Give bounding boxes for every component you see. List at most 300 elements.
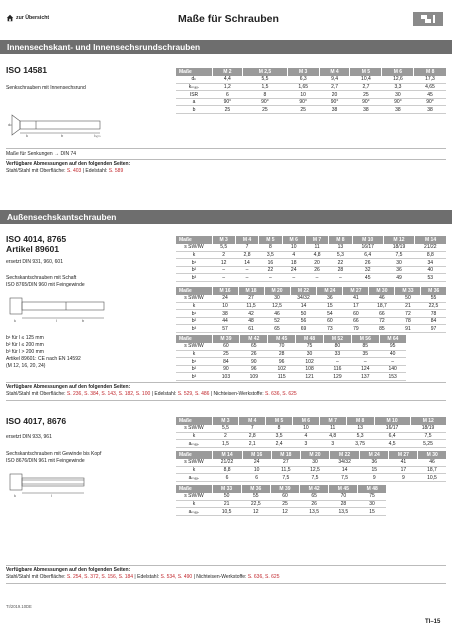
table-header: M 33	[212, 485, 241, 493]
row-label: aₘₐₓ.	[176, 508, 212, 516]
page-link[interactable]: S. 534, S. 490	[160, 573, 193, 580]
table-cell: 17	[389, 466, 418, 474]
s2-dimension-table-3	[176, 335, 406, 381]
table-header: M 42	[300, 485, 329, 493]
table-cell: 90°	[350, 98, 382, 106]
s3-availability	[6, 567, 279, 580]
table-cell: 38	[319, 106, 350, 114]
table-cell: 90°	[287, 98, 319, 106]
table-cell: 10	[287, 91, 319, 99]
table-cell: 17	[343, 302, 369, 310]
row-label: aₘₐₓ.	[176, 474, 212, 482]
table-cell: 115	[268, 373, 296, 381]
footnote: Artikel 89601: CE nach EN 14592	[6, 356, 81, 362]
row-label: k	[176, 251, 212, 259]
table-cell: 30	[358, 500, 386, 508]
row-label: b²	[176, 266, 212, 274]
row-label: k	[176, 432, 212, 440]
table-cell: 65	[264, 325, 290, 333]
table-cell: 14	[330, 466, 360, 474]
table-cell: 49	[383, 274, 414, 282]
table-cell: 55	[241, 493, 270, 501]
table-cell: 22,5	[421, 302, 446, 310]
divider	[6, 148, 446, 149]
table-cell: 25	[243, 106, 287, 114]
s3-standard: ISO 4017, 8676	[6, 416, 67, 426]
table-header: M 18	[238, 287, 264, 295]
table-cell: 109	[240, 373, 268, 381]
table-cell: 34/32	[290, 295, 317, 303]
table-row	[176, 365, 406, 373]
availability-line	[6, 391, 297, 398]
hex-bolt-full-thread-drawing	[6, 470, 91, 498]
s3-description-2: ISO 8676/DIN 961 mit Feingewinde	[6, 458, 85, 464]
row-label: b³	[176, 325, 212, 333]
table-cell: 9	[389, 474, 418, 482]
table-cell: 3	[319, 440, 346, 448]
availability-label: | Edelstahl:	[81, 167, 109, 174]
table-cell: 9	[360, 474, 389, 482]
table-row	[176, 317, 446, 325]
page-link[interactable]: S. 636, S. 625	[265, 390, 297, 397]
table-header: M 16	[212, 287, 238, 295]
table-cell: 24	[242, 459, 271, 467]
table-cell: 14	[235, 259, 258, 267]
table-cell: 85	[369, 325, 395, 333]
table-cell: 24	[282, 266, 305, 274]
table-cell: 96	[268, 358, 296, 366]
table-header: M 24	[360, 451, 389, 459]
table-header: M 2,5	[243, 68, 287, 76]
table-cell: 102	[296, 358, 324, 366]
table-header: M 7	[305, 236, 328, 244]
table-cell: 8,8	[415, 251, 446, 259]
table-cell: 4,65	[414, 83, 446, 91]
table-cell: –	[235, 266, 258, 274]
table-cell: 90°	[243, 98, 287, 106]
table-cell: 50	[212, 493, 241, 501]
table-cell: 79	[343, 325, 369, 333]
table-cell: 2,7	[350, 83, 382, 91]
table-header: M 30	[369, 287, 395, 295]
table-header: M 8	[329, 236, 352, 244]
table-cell: 84	[421, 317, 446, 325]
s1-description: Senkschrauben mit Innensechsrund	[6, 85, 86, 91]
table-cell: 8	[243, 91, 287, 99]
table-header: Maße	[176, 451, 212, 459]
table-cell: 45	[352, 274, 383, 282]
table-cell: –	[282, 274, 305, 282]
table-cell: 5,3	[329, 251, 352, 259]
table-cell: 55	[421, 295, 446, 303]
svg-text:b: b	[82, 318, 85, 323]
table-row	[176, 508, 386, 516]
row-label: k	[176, 302, 212, 310]
row-label: aₘₐₓ.	[176, 440, 212, 448]
table-cell: 129	[324, 373, 352, 381]
row-label: ISR	[176, 91, 212, 99]
page-link[interactable]: S. 589	[108, 167, 124, 174]
table-header: M 39	[212, 335, 240, 343]
table-cell: 60	[343, 310, 369, 318]
table-cell: 96	[240, 365, 268, 373]
table-cell: 4,5	[374, 440, 410, 448]
table-cell: 78	[395, 317, 421, 325]
table-header: M 16	[242, 451, 271, 459]
s2-standard: ISO 4014, 8765	[6, 234, 67, 244]
s2-availability	[6, 384, 297, 397]
hex-bolt-shank-drawing	[6, 294, 111, 324]
row-label: a	[176, 98, 212, 106]
table-header: M 48	[296, 335, 324, 343]
svg-text:k: k	[14, 493, 16, 498]
row-label: b	[176, 106, 212, 114]
table-cell: 75	[358, 493, 386, 501]
table-cell: 4,8	[319, 432, 346, 440]
table-cell: 7,5	[300, 474, 329, 482]
table-cell: 4,4	[212, 76, 243, 84]
table-cell: 10,5	[418, 474, 446, 482]
table-cell: 90	[212, 365, 240, 373]
table-cell: 26	[240, 350, 268, 358]
divider	[6, 382, 446, 383]
s2-dimension-table-2	[176, 287, 446, 333]
table-row	[176, 251, 446, 259]
availability-label: Stahl/Stahl mit Oberfläche:	[6, 390, 67, 397]
table-cell: 35	[351, 350, 379, 358]
table-cell: 72	[369, 317, 395, 325]
table-cell: 1,5	[243, 83, 287, 91]
row-label: s SW/IW	[176, 493, 212, 501]
table-cell: 57	[212, 325, 238, 333]
table-row	[176, 459, 446, 467]
table-header: M 12	[383, 236, 414, 244]
table-row	[176, 302, 446, 310]
table-row	[176, 474, 446, 482]
table-row	[176, 274, 446, 282]
s2-dimension-table-1	[176, 236, 446, 282]
table-cell: 5,25	[410, 440, 446, 448]
table-cell: 30	[383, 259, 414, 267]
countersunk-screw-drawing	[6, 112, 116, 138]
svg-text:l: l	[56, 318, 57, 323]
availability-line	[6, 574, 279, 581]
table-cell: 12,6	[382, 76, 414, 84]
table-cell: 26	[300, 500, 329, 508]
page-link[interactable]: S. 236, S. 384, S. 143, S. 182, S. 100	[66, 390, 151, 397]
row-label: s SW/IW	[176, 295, 212, 303]
table-header: M 6	[282, 236, 305, 244]
table-cell: 36	[317, 295, 343, 303]
table-cell: 13,5	[300, 508, 329, 516]
table-header: M 5	[259, 236, 282, 244]
row-label: s SW/IW	[176, 244, 212, 252]
row-label: b³	[176, 274, 212, 282]
svg-text:k: k	[26, 133, 28, 138]
table-cell: 13,5	[329, 508, 358, 516]
table-cell: 17,3	[414, 76, 446, 84]
table-cell: 69	[290, 325, 317, 333]
table-cell: 52	[264, 317, 290, 325]
availability-label: | Edelstahl:	[150, 390, 178, 397]
table-cell: 6,3	[287, 76, 319, 84]
table-cell: 13	[329, 244, 352, 252]
table-cell: 41	[343, 295, 369, 303]
s3-dimension-table-2	[176, 451, 446, 482]
table-header: M 22	[290, 287, 317, 295]
table-cell: 66	[369, 310, 395, 318]
table-cell: 40	[379, 350, 406, 358]
table-cell: 38	[414, 106, 446, 114]
table-cell: 60	[270, 493, 299, 501]
page-title: Maße für Schrauben	[178, 13, 279, 25]
table-cell: 28	[268, 350, 296, 358]
table-header: M 36	[421, 287, 446, 295]
table-cell: 90°	[414, 98, 446, 106]
table-cell: 10	[282, 244, 305, 252]
page-link[interactable]: S. 254, S. 372, S. 156, S. 184	[66, 573, 134, 580]
table-cell: 90°	[212, 98, 243, 106]
table-cell: 18	[282, 259, 305, 267]
table-header: M 24	[317, 287, 343, 295]
table-header: M 27	[343, 287, 369, 295]
home-icon	[6, 14, 14, 22]
s1-availability	[6, 161, 130, 174]
table-cell: 90°	[319, 98, 350, 106]
row-label: k	[176, 350, 212, 358]
section-header-socket: Innensechskant- und Innensechsrundschrauben	[0, 40, 452, 54]
table-header: M 14	[415, 236, 446, 244]
table-cell: 65	[240, 343, 268, 351]
table-cell: –	[324, 358, 352, 366]
table-cell: –	[305, 274, 328, 282]
table-cell: 6	[212, 91, 243, 99]
table-cell: 46	[369, 295, 395, 303]
s1-standard: ISO 14581	[6, 65, 48, 75]
table-cell: 22	[259, 266, 282, 274]
table-cell: 7,5	[410, 432, 446, 440]
table-cell: 12	[241, 508, 270, 516]
footnote: b² für l ≤ 200 mm	[6, 342, 44, 348]
table-cell: 46	[264, 310, 290, 318]
table-cell: 30	[382, 91, 414, 99]
table-header: M 39	[270, 485, 299, 493]
table-cell: –	[351, 358, 379, 366]
table-header: M 22	[330, 451, 360, 459]
divider	[6, 583, 446, 584]
table-cell: 2,8	[239, 432, 266, 440]
table-row	[176, 83, 446, 91]
table-cell: 3	[292, 440, 319, 448]
row-label: b²	[176, 317, 212, 325]
table-header: M 4	[319, 68, 350, 76]
table-header: M 3	[287, 68, 319, 76]
table-cell: –	[259, 274, 282, 282]
table-cell: –	[329, 274, 352, 282]
table-cell: 108	[296, 365, 324, 373]
svg-text:lₙₒₘ: lₙₒₘ	[94, 133, 101, 138]
table-cell: 60	[317, 317, 343, 325]
svg-text:dₖ: dₖ	[8, 122, 12, 127]
table-cell: 6	[212, 474, 242, 482]
table-header: M 52	[324, 335, 352, 343]
table-cell: 11,5	[271, 466, 300, 474]
table-cell: 7,5	[383, 251, 414, 259]
availability-label: Stahl/Stahl mit Oberfläche:	[6, 167, 67, 174]
table-cell: –	[212, 274, 235, 282]
row-label: k	[176, 466, 212, 474]
table-cell: 53	[415, 274, 446, 282]
s2-description-2: ISO 8765/DIN 960 mit Feingewinde	[6, 282, 85, 288]
table-cell: 21/22	[212, 459, 242, 467]
table-row	[176, 350, 406, 358]
table-row	[176, 244, 446, 252]
table-cell: 25	[270, 500, 299, 508]
svg-text:b: b	[61, 133, 64, 138]
table-cell: 2,7	[319, 83, 350, 91]
table-cell: 2,8	[235, 251, 258, 259]
table-row	[176, 295, 446, 303]
table-cell: 10	[242, 466, 271, 474]
table-cell: 103	[212, 373, 240, 381]
row-label: b¹	[176, 358, 212, 366]
table-cell: 60	[212, 343, 240, 351]
table-cell: 13	[346, 425, 374, 433]
table-header: Maße	[176, 68, 212, 76]
divider	[6, 159, 446, 160]
table-cell: 28	[329, 500, 358, 508]
table-cell: 70	[329, 493, 358, 501]
table-cell: 46	[418, 459, 446, 467]
table-header: M 8	[346, 417, 374, 425]
table-cell: 20	[305, 259, 328, 267]
table-row	[176, 325, 446, 333]
table-cell: 16/17	[374, 425, 410, 433]
table-cell: 25	[287, 106, 319, 114]
table-header: M 4	[239, 417, 266, 425]
s3-replaces: ersetzt DIN 933, 961	[6, 434, 52, 440]
table-cell: 153	[379, 373, 406, 381]
availability-label: | Edelstahl:	[133, 573, 161, 580]
table-cell: 38	[350, 106, 382, 114]
page-link[interactable]: S. 529, S. 486	[177, 390, 210, 397]
row-label: s SW/IW	[176, 425, 212, 433]
table-cell: 50	[290, 310, 317, 318]
table-cell: 5,5	[243, 76, 287, 84]
table-cell: 8	[259, 244, 282, 252]
row-label: b¹	[176, 310, 212, 318]
table-cell: 91	[395, 325, 421, 333]
table-cell: 3,3	[382, 83, 414, 91]
s3-description: Sechskantschrauben mit Gewinde bis Kopf	[6, 451, 102, 457]
table-cell: –	[379, 358, 406, 366]
table-header: M 6	[382, 68, 414, 76]
table-header: M 20	[264, 287, 290, 295]
table-cell: 36	[383, 266, 414, 274]
table-cell: 34/32	[330, 459, 360, 467]
s3-dimension-table-3	[176, 485, 386, 516]
table-cell: 24	[212, 295, 238, 303]
table-cell: 48	[238, 317, 264, 325]
availability-label: | Nichteisen-Werkstoffe:	[209, 390, 266, 397]
row-label: dₖ	[176, 76, 212, 84]
availability-title: Verfügbare Abmessungen auf den folgenden Seiten:	[6, 567, 131, 573]
table-cell: 9,4	[319, 76, 350, 84]
s2-replaces: ersetzt DIN 931, 960, 601	[6, 259, 63, 265]
table-header: M 12	[410, 417, 446, 425]
table-cell: 18,7	[369, 302, 395, 310]
table-cell: 1,5	[212, 440, 239, 448]
brand-logo	[413, 12, 443, 26]
table-cell: 1,2	[212, 83, 243, 91]
table-cell: 41	[389, 459, 418, 467]
page-link[interactable]: S. 403	[66, 167, 82, 174]
table-header: M 10	[374, 417, 410, 425]
s3-dimension-table-1	[176, 417, 446, 448]
table-header: M 3	[212, 417, 239, 425]
table-row	[176, 106, 446, 114]
divider	[6, 565, 446, 566]
divider	[6, 400, 446, 401]
table-cell: 12,5	[300, 466, 329, 474]
table-cell: 14	[290, 302, 317, 310]
availability-line	[6, 168, 130, 175]
table-cell: 1,65	[287, 83, 319, 91]
table-cell: 38	[382, 106, 414, 114]
table-header: M 42	[240, 335, 268, 343]
s1-dimension-table	[176, 68, 446, 114]
table-header: Maße	[176, 236, 212, 244]
table-cell: 18/19	[410, 425, 446, 433]
footnote: b³ für l > 200 mm	[6, 349, 44, 355]
svg-text:k: k	[14, 318, 16, 323]
table-cell: 90°	[382, 98, 414, 106]
table-cell: 25	[212, 106, 243, 114]
table-header: M 64	[379, 335, 406, 343]
table-row	[176, 310, 446, 318]
table-cell: 4,8	[305, 251, 328, 259]
table-row	[176, 493, 386, 501]
table-cell: 85	[351, 343, 379, 351]
table-cell: 45	[414, 91, 446, 99]
row-label: s SW/IW	[176, 459, 212, 467]
table-cell: 34	[415, 259, 446, 267]
section-header-hex: Außensechskantschrauben	[0, 210, 452, 224]
table-cell: 4	[292, 432, 319, 440]
table-cell: 70	[268, 343, 296, 351]
table-cell: 12,5	[264, 302, 290, 310]
table-cell: 40	[415, 266, 446, 274]
row-label: kₘₐₓ.	[176, 83, 212, 91]
table-cell: 78	[421, 310, 446, 318]
table-cell: 8,8	[212, 466, 242, 474]
table-header: M 4	[235, 236, 258, 244]
table-header: M 8	[414, 68, 446, 76]
table-header: M 20	[300, 451, 329, 459]
page-header	[0, 0, 452, 34]
availability-label: | Nichteisen-Werkstoffe:	[192, 573, 248, 580]
overview-link-label: zur Übersicht	[16, 15, 50, 21]
table-cell: 30	[300, 459, 329, 467]
table-cell: 124	[351, 365, 379, 373]
overview-link[interactable]	[6, 14, 49, 22]
row-label: s SW/IW	[176, 343, 212, 351]
row-label: b²	[176, 365, 212, 373]
table-header: Maße	[176, 417, 212, 425]
page-link[interactable]: S. 636, S. 625	[247, 573, 280, 580]
table-cell: 2,1	[239, 440, 266, 448]
table-cell: 12	[212, 259, 235, 267]
